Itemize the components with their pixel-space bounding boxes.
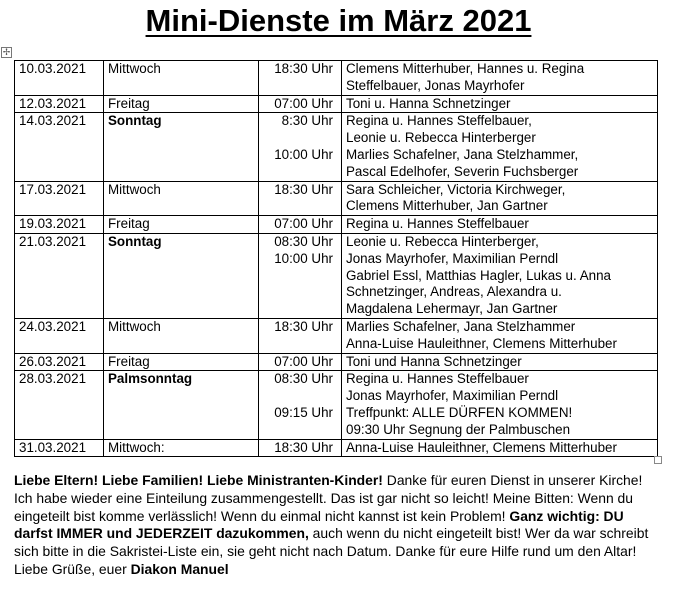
names-cell [342,233,658,318]
note-greeting: Liebe Eltern! Liebe Familien! Liebe Ministranten-Kinder! [14,472,383,488]
names-line: Anna-Luise Hauleithner, Clemens Mitterhuber [346,335,617,351]
time-cell [259,61,342,96]
time-line: 08:30 Uhr [274,233,333,249]
time-line: 07:00 Uhr [274,353,333,369]
time-line: 8:30 Uhr [281,113,333,129]
names-cell [342,439,658,457]
note-text-2: auch wenn du nicht eingeteilt bist! Wer da war schreibt sich bitte in die Sakristei-Liste ein, sie geht nicht nach Datum. Danke für eure Hilfe rund um den Altar! Liebe Grüße, euer [14,525,649,577]
move-icon: ✢ [2,47,11,57]
names-cell [342,318,658,353]
names-line: Clemens Mitterhuber, Jan Gartner [346,198,548,214]
time-line: 08:30 Uhr [274,371,333,387]
note-signature: Diakon Manuel [130,560,229,577]
table-row [15,439,658,457]
table-resize-handle[interactable] [654,456,662,464]
date-cell: 17.03.2021 [15,181,104,216]
time-cell [259,95,342,113]
table-row [15,95,658,113]
time-line [263,130,333,147]
time-cell [259,439,342,457]
names-cell [342,113,658,181]
table-row [15,233,658,318]
date-cell: 28.03.2021 [15,371,104,439]
day-cell: Palmsonntag [104,371,259,439]
table-move-handle[interactable] [1,47,12,58]
time-line: 10:00 Uhr [274,250,333,266]
day-cell: Mittwoch: [104,439,259,457]
time-cell [259,353,342,371]
day-cell: Mittwoch [104,318,259,353]
names-cell [342,181,658,216]
schedule-table [14,60,658,457]
names-line: Toni und Hanna Schnetzinger [346,353,522,369]
time-line: 18:30 Uhr [274,439,333,455]
names-line: Anna-Luise Hauleithner, Clemens Mitterhuber [346,439,617,455]
names-line: Regina u. Hannes Steffelbauer [346,216,529,232]
table-row [15,371,658,439]
time-cell [259,371,342,439]
date-cell: 10.03.2021 [15,61,104,96]
names-cell [342,216,658,234]
table-row [15,181,658,216]
day-cell: Sonntag [104,233,259,318]
names-line: Marlies Schafelner, Jana Stelzhammer [346,318,576,334]
names-line: Jonas Mayrhofer, Maximilian Perndl [346,388,559,404]
names-line: Leonie u. Rebecca Hinterberger, [346,233,539,249]
names-line: Jonas Mayrhofer, Maximilian Perndl [346,250,559,266]
names-line: Steffelbauer, Jonas Mayrhofer [346,77,525,93]
time-line: 18:30 Uhr [274,318,333,334]
day-cell: Freitag [104,95,259,113]
table-row [15,318,658,353]
names-cell [342,353,658,371]
time-cell [259,181,342,216]
time-cell [259,216,342,234]
table-row [15,216,658,234]
names-line: Leonie u. Rebecca Hinterberger [346,130,536,146]
time-line: 10:00 Uhr [274,146,333,162]
time-cell [259,318,342,353]
names-line: Regina u. Hannes Steffelbauer [346,371,529,387]
page-title: Mini-Dienste im März 2021 [145,3,532,38]
day-cell: Freitag [104,353,259,371]
date-cell: 26.03.2021 [15,353,104,371]
names-line: Regina u. Hannes Steffelbauer, [346,113,532,129]
names-line: Schnetzinger, Andreas, Alexandra u. [346,284,562,300]
table-row [15,61,658,96]
names-line: Sara Schleicher, Victoria Kirchweger, [346,181,566,197]
names-line: Pascal Edelhofer, Severin Fuchsberger [346,163,579,179]
time-line: 09:15 Uhr [274,404,333,420]
names-cell [342,95,658,113]
time-line [263,388,333,405]
date-cell: 24.03.2021 [15,318,104,353]
table-row [15,113,658,181]
note-important: Ganz wichtig: DU darfst IMMER und JEDERZEIT dazukommen, [14,507,624,542]
date-cell: 19.03.2021 [15,216,104,234]
date-cell: 31.03.2021 [15,439,104,457]
date-cell: 12.03.2021 [15,95,104,113]
message-paragraph [14,472,664,579]
names-line: Magdalena Lehermayr, Jan Gartner [346,301,558,317]
note-text-1: Danke für euren Dienst in unserer Kirche! Ich habe wieder eine Einteilung zusammengestellt. Das ist gar nicht so leicht! Meine Bitten: Wenn du eingeteilt bist komme verlässlich! Wenn du einmal nicht kannst ist kein Problem! [14,472,643,524]
date-cell: 21.03.2021 [15,233,104,318]
names-line: Treffpunkt: ALLE DÜRFEN KOMMEN! [346,404,573,420]
day-cell: Mittwoch [104,181,259,216]
table-row [15,353,658,371]
day-cell: Sonntag [104,113,259,181]
time-line: 07:00 Uhr [274,95,333,111]
names-line: Clemens Mitterhuber, Hannes u. Regina [346,61,585,76]
time-cell [259,233,342,318]
time-line: 18:30 Uhr [274,61,333,76]
names-cell [342,371,658,439]
names-line: Marlies Schafelner, Jana Stelzhammer, [346,146,579,162]
names-line: Toni u. Hanna Schnetzinger [346,95,511,111]
time-line: 07:00 Uhr [274,216,333,232]
names-line: 09:30 Uhr Segnung der Palmbuschen [346,421,571,437]
time-line: 18:30 Uhr [274,181,333,197]
names-line: Gabriel Essl, Matthias Hagler, Lukas u. Anna [346,267,611,283]
day-cell: Mittwoch [104,61,259,96]
time-cell [259,113,342,181]
names-cell [342,61,658,96]
date-cell: 14.03.2021 [15,113,104,181]
day-cell: Freitag [104,216,259,234]
